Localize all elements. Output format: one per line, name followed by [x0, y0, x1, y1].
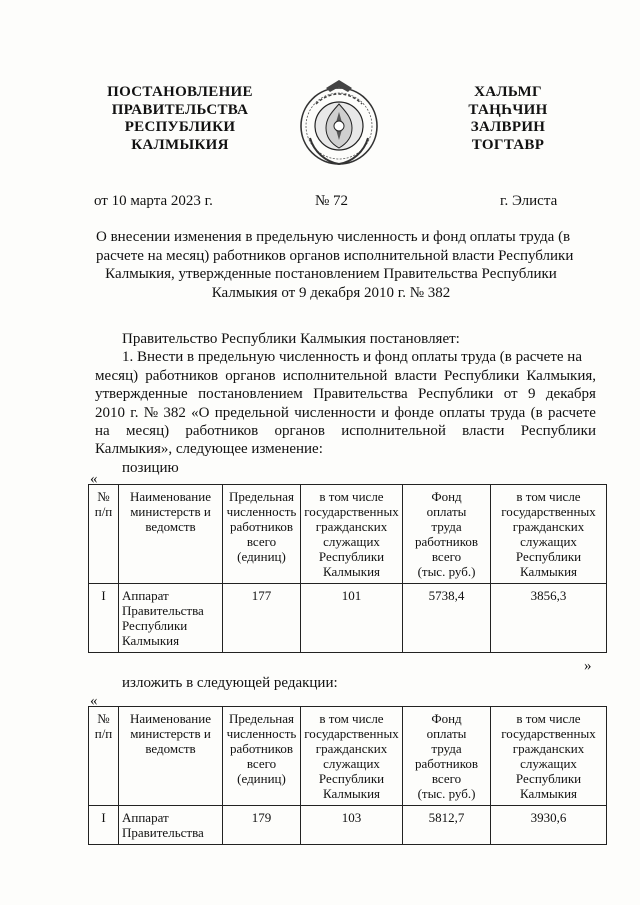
- header-right-line: ХАЛЬМГ: [474, 84, 542, 100]
- header-right-line: ЗАЛВРИН: [470, 119, 546, 135]
- justified-word: власти: [394, 367, 437, 384]
- justified-word: расчете: [547, 404, 596, 421]
- justified-line: [95, 404, 596, 422]
- justified-word: труда: [490, 404, 526, 421]
- justified-word: работников: [145, 367, 219, 384]
- title-line: расчете на месяц) работников органов исполнительной власти Республики: [96, 247, 574, 264]
- justified-word: г.: [130, 404, 139, 421]
- row-civil-servants: 101: [301, 584, 403, 653]
- title-line: Калмыкия от 9 декабря 2010 г. № 382: [211, 284, 451, 301]
- new-position-table: [88, 706, 607, 845]
- header-cell-civil-servants: в том числе государственных гражданских служащих Республики Калмыкия: [301, 707, 403, 806]
- header-right-line: ТОГТАВР: [471, 136, 545, 153]
- header-left-line: КАЛМЫКИЯ: [131, 136, 229, 153]
- justified-word: от: [503, 386, 518, 403]
- justified-word: месяц): [125, 423, 170, 440]
- document-date: от 10 марта 2023 г.: [94, 193, 213, 209]
- open-quote: «: [90, 471, 98, 487]
- close-quote: »: [584, 658, 592, 674]
- authority-header-russian: [100, 84, 260, 154]
- header-cell-headcount: Предельная численность работников всего (единиц): [223, 485, 301, 584]
- table-row: [89, 584, 607, 653]
- coat-of-arms-emblem-icon: [296, 78, 382, 168]
- justified-word: на: [95, 423, 110, 440]
- justified-word: и: [381, 404, 390, 421]
- table-row: [89, 806, 607, 845]
- justified-line: [95, 367, 596, 385]
- position-label: позицию: [122, 459, 179, 476]
- justified-word: (в: [530, 404, 543, 421]
- document-city: г. Элиста: [500, 193, 558, 209]
- header-cell-payroll-civil: в том числе государственных гражданских служащих Республики Калмыкия: [491, 707, 607, 806]
- justified-word: Республики: [443, 367, 520, 384]
- justified-word: исполнительной: [282, 367, 388, 384]
- document-number: № 72: [315, 193, 349, 209]
- justified-word: власти: [462, 423, 505, 440]
- header-cell-name: Наименование министерств и ведомств: [119, 707, 223, 806]
- resolution-body: [95, 330, 596, 477]
- page-bottom-edge: [0, 860, 640, 905]
- table-header-row: [89, 707, 607, 806]
- justified-word: постановлением: [198, 386, 303, 403]
- justified-word: исполнительной: [341, 423, 446, 440]
- justified-word: 382: [163, 404, 186, 421]
- justified-word: оплаты: [439, 404, 486, 421]
- justified-line: [95, 385, 596, 403]
- header-right-line: ТАҢҺЧИН: [468, 101, 548, 118]
- item-1-first-line: 1. Внести в предельную численность и фонд оплаты труда (в расчете на: [122, 349, 582, 366]
- row-payroll-civil: 3930,6: [491, 806, 607, 845]
- justified-word: 2010: [95, 404, 125, 421]
- header-cell-payroll: Фонд оплаты труда работников всего (тыс. руб.): [403, 707, 491, 806]
- current-position-table: [88, 484, 607, 653]
- justified-word: месяц): [95, 367, 139, 384]
- justified-word: Правительства: [313, 386, 408, 403]
- header-left-line: ПОСТАНОВЛЕНИЕ: [107, 84, 253, 100]
- justified-word: работников: [185, 423, 259, 440]
- header-cell-payroll: Фонд оплаты труда работников всего (тыс. руб.): [403, 485, 491, 584]
- header-cell-payroll-civil: в том числе государственных гражданских служащих Республики Калмыкия: [491, 485, 607, 584]
- item-1-last-line: Калмыкия», следующее изменение:: [95, 441, 323, 458]
- intro-line: Правительство Республики Калмыкия постановляет:: [122, 331, 460, 347]
- row-name: Аппарат Правительства: [119, 806, 223, 845]
- row-payroll: 5812,7: [403, 806, 491, 845]
- justified-word: утвержденные: [95, 386, 188, 403]
- row-civil-servants: 103: [301, 806, 403, 845]
- header-cell-civil-servants: в том числе государственных гражданских служащих Республики Калмыкия: [301, 485, 403, 584]
- justified-word: Республики: [418, 386, 494, 403]
- justified-word: предельной: [214, 404, 289, 421]
- justified-word: №: [143, 404, 159, 421]
- justified-word: декабря: [545, 386, 596, 403]
- header-left-line: РЕСПУБЛИКИ: [124, 119, 236, 135]
- header-cell-number: № п/п: [89, 485, 119, 584]
- row-headcount: 179: [223, 806, 301, 845]
- row-number: I: [89, 584, 119, 653]
- header-cell-number: № п/п: [89, 707, 119, 806]
- open-quote-2: «: [90, 693, 98, 709]
- row-name: Аппарат Правительства Республики Калмыкия: [119, 584, 223, 653]
- row-payroll-civil: 3856,3: [491, 584, 607, 653]
- justified-word: численности: [294, 404, 376, 421]
- justified-line: [95, 422, 596, 440]
- justified-word: «О: [191, 404, 210, 421]
- document-title: [96, 228, 574, 302]
- title-line: Калмыкия, утвержденные постановлением Правительства Республики: [105, 266, 557, 282]
- header-cell-headcount: Предельная численность работников всего (единиц): [223, 707, 301, 806]
- justified-word: Калмыкия,: [526, 367, 596, 384]
- table-header-row: [89, 485, 607, 584]
- title-line: О внесении изменения в предельную численность и фонд оплаты труда (в: [96, 229, 571, 245]
- justified-word: Республики: [520, 423, 596, 440]
- header-left-line: ПРАВИТЕЛЬСТВА: [111, 101, 249, 118]
- justified-word: 9: [528, 386, 536, 403]
- justified-word: органов: [274, 423, 325, 440]
- justified-word: фонде: [394, 404, 434, 421]
- authority-header-kalmyk: [438, 84, 578, 154]
- replace-label: изложить в следующей редакции:: [122, 675, 338, 691]
- row-payroll: 5738,4: [403, 584, 491, 653]
- row-number: I: [89, 806, 119, 845]
- header-cell-name: Наименование министерств и ведомств: [119, 485, 223, 584]
- justified-word: органов: [225, 367, 276, 384]
- row-headcount: 177: [223, 584, 301, 653]
